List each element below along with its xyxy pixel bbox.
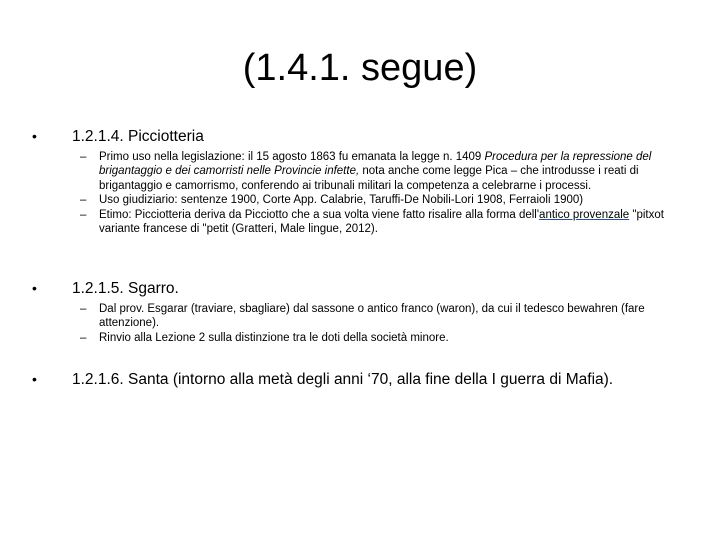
dash-marker: –	[80, 303, 87, 315]
dash-marker: –	[80, 331, 87, 344]
antico-provenzale-link[interactable]: antico provenzale	[539, 208, 630, 221]
sub-item-text-cont: "pitxot variante francese di "petit (Gratteri, Male lingue, 2012).	[99, 208, 664, 236]
bullet-label: 1.2.1.6. Santa (intorno alla metà degli anni ‘70, alla fine della I guerra di Mafia).	[72, 371, 614, 388]
bullet-label: 1.2.1.4. Picciotteria	[72, 128, 204, 145]
sub-item-text: Primo uso nella legislazione: il 15 agosto 1863 fu emanata la legge n. 1409	[99, 151, 485, 163]
bullet-label: 1.2.1.5. Sgarro.	[72, 280, 179, 297]
sub-item-text: Rinvio alla Lezione 2 sulla distinzione tra le doti della società minore.	[99, 331, 449, 344]
sub-item-etimologia-sgarro	[80, 302, 690, 331]
slide-title: (1.4.1. segue)	[242, 47, 478, 89]
sub-item-primo-uso	[80, 150, 690, 193]
sub-list-sgarro	[80, 302, 690, 345]
bullet-dot: •	[32, 371, 37, 387]
sub-item-text: Etimo: Picciotteria deriva da Picciotto che a sua volta viene fatto risalire alla forma dell'	[99, 208, 540, 221]
bullet-dot: •	[32, 128, 37, 144]
law-title: Procedura per la repressione del brigantaggio e dei camorristi nelle Provincie infette,	[99, 151, 652, 178]
bullet-dot: •	[32, 280, 37, 296]
sub-item-etimo	[80, 208, 690, 237]
dash-marker: –	[80, 194, 87, 207]
sub-list-picciotteria	[80, 150, 690, 236]
sub-item-uso-giudiziario	[80, 193, 690, 207]
sub-item-text-cont: nota anche come legge Pica – che introdusse i reati di brigantaggio e camorrismo, conferendo ai tribunali militari la competenza a celebrarne i processi.	[99, 165, 639, 192]
sub-item-text: Uso giudiziario: sentenze 1900, Corte App. Calabrie, Taruffi-De Nobili-Lori 1908, Ferraioli 1900)	[99, 194, 584, 207]
sub-item-text: Dal prov. Esgarar (traviare, sbagliare) dal sassone o antico franco (waron), da cui il tedesco bewahren (fare attenzione).	[99, 303, 645, 330]
dash-marker: –	[80, 208, 87, 221]
sub-item-rinvio	[80, 331, 690, 345]
dash-marker: –	[80, 151, 87, 163]
